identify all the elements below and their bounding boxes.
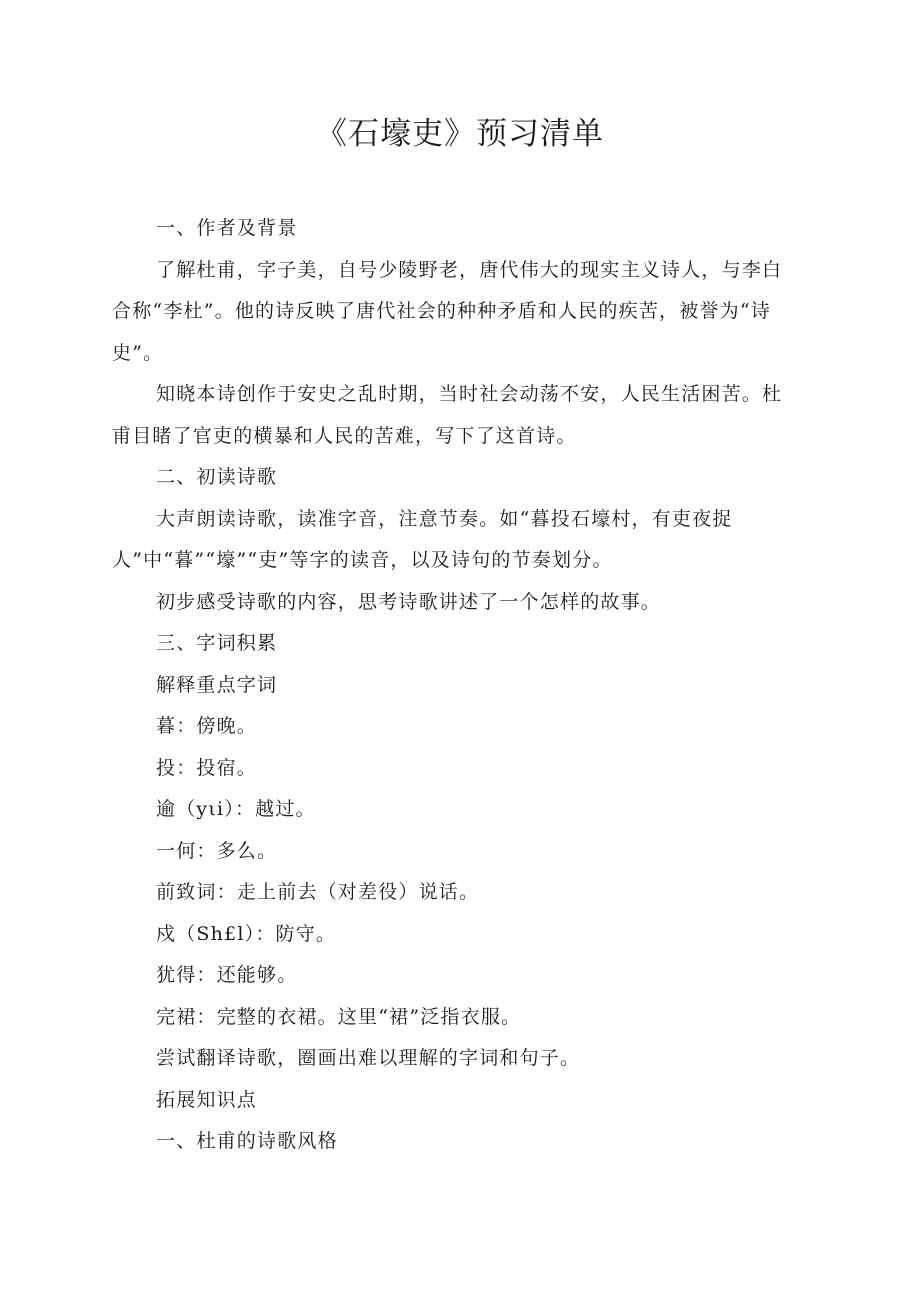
vocab-item: 完裙：完整的衣裙。这里“裙”泛指衣服。: [156, 1005, 522, 1028]
document-title: 《石壕吏》预习清单: [316, 116, 604, 152]
section-heading-author: 一、作者及背景: [156, 217, 298, 239]
section-heading-vocabulary: 三、字词积累: [156, 632, 278, 654]
subheading-extension: 拓展知识点: [156, 1088, 258, 1111]
vocab-item: 前致词：走上前去（对差役）说话。: [156, 881, 480, 903]
section-heading-style: 一、杜甫的诗歌风格: [156, 1130, 338, 1152]
paragraph-author-intro: 了解杜甫，字子美，自号少陵野老，唐代伟大的现实主义诗人，与李白合称“李杜”。他的诗反映了唐代社会的种种矛盾和人民的疾苦，被誉为“诗史”。: [112, 258, 783, 364]
vocab-item: 戍（Sh£l）：防守。: [156, 922, 337, 945]
vocab-item: 犹得：还能够。: [156, 964, 298, 986]
vocab-item: 一何：多么。: [156, 839, 278, 862]
document-body: [112, 208, 802, 1163]
vocab-item: 暮：傍晚。: [156, 715, 258, 737]
paragraph-read-aloud: 大声朗读诗歌，读准字音，注意节奏。如“暮投石壕村，有吏夜捉人”中“暮”“壕”“吏”等字的读音，以及诗句的节奏划分。: [112, 507, 733, 571]
vocab-item: 逾（yιi）：越过。: [156, 798, 316, 820]
subheading-key-words: 解释重点字词: [156, 673, 278, 696]
paragraph-translate: 尝试翻译诗歌，圈画出难以理解的字词和句子。: [156, 1047, 581, 1069]
section-heading-first-reading: 二、初读诗歌: [156, 466, 278, 488]
vocab-item: 投：投宿。: [156, 756, 258, 779]
paragraph-background: 知晓本诗创作于安史之乱时期，当时社会动荡不安，人民生活困苦。杜甫目睹了官吏的横暴和人民的苦难，写下了这首诗。: [112, 383, 783, 447]
paragraph-feel-content: 初步感受诗歌的内容，思考诗歌讲述了一个怎样的故事。: [156, 590, 662, 613]
